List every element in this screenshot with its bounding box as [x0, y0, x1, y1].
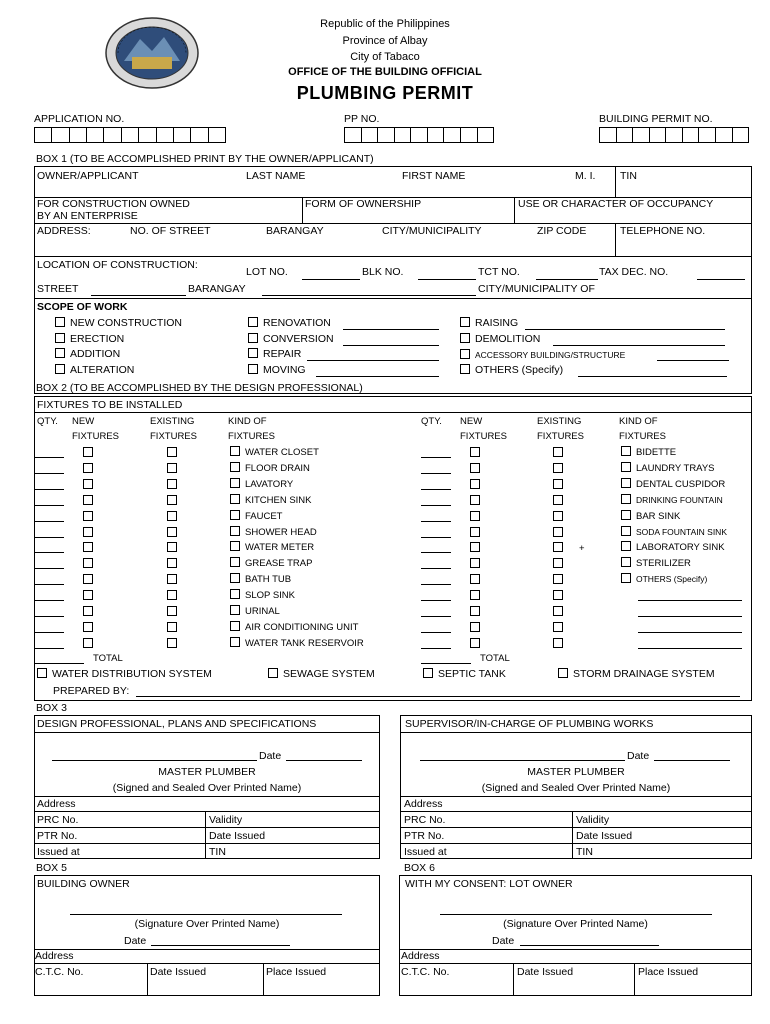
existing-fixture-checkbox[interactable]: [553, 558, 563, 568]
fixture-kind[interactable]: WATER TANK RESERVOIR: [230, 637, 364, 649]
checkbox[interactable]: [460, 333, 470, 343]
fixture-kind[interactable]: FLOOR DRAIN: [230, 462, 310, 474]
new-fixture-checkbox[interactable]: [83, 574, 93, 584]
design-professional-head: DESIGN PROFESSIONAL, PLANS AND SPECIFICATIONS: [37, 718, 317, 730]
form-ownership-label[interactable]: FORM OF OWNERSHIP: [305, 198, 422, 210]
checkbox[interactable]: [460, 364, 470, 374]
fixture-kind[interactable]: BIDETTE: [621, 446, 676, 458]
qty-header-right: QTY.: [421, 416, 442, 427]
others-specify-field[interactable]: [638, 648, 742, 649]
checkbox[interactable]: [621, 557, 631, 567]
right-prc-label[interactable]: PRC No.: [404, 814, 446, 826]
checkbox[interactable]: [230, 526, 240, 536]
barangay-field[interactable]: [262, 295, 476, 296]
owner-address-label[interactable]: Address: [35, 950, 74, 962]
new-fixture-checkbox[interactable]: [470, 590, 480, 600]
prepared-by-label: PREPARED BY:: [53, 685, 130, 697]
lot-owner-date-issued-label[interactable]: Date Issued: [517, 966, 574, 978]
building-permit-no-label: BUILDING PERMIT NO.: [599, 113, 713, 125]
existing-fixture-checkbox[interactable]: [167, 495, 177, 505]
checkbox[interactable]: [230, 589, 240, 599]
qty-field[interactable]: [34, 616, 64, 617]
total-right-field[interactable]: [421, 663, 471, 664]
existing-fixture-checkbox[interactable]: [553, 622, 563, 632]
fixture-kind[interactable]: DRINKING FOUNTAIN: [621, 494, 723, 505]
owner-label: OWNER/APPLICANT: [37, 170, 139, 182]
prepared-by-field[interactable]: [136, 696, 740, 697]
qty-field[interactable]: [34, 632, 64, 633]
pp-no-label: PP NO.: [344, 113, 380, 125]
new-fixture-checkbox[interactable]: [470, 606, 480, 616]
fixture-kind[interactable]: SLOP SINK: [230, 589, 295, 601]
fixture-kind[interactable]: LAVATORY: [230, 478, 293, 490]
header-line-2: Province of Albay: [342, 35, 428, 47]
checkbox[interactable]: [558, 668, 568, 678]
address-label: ADDRESS:: [37, 225, 91, 237]
existing-fixture-checkbox[interactable]: [553, 590, 563, 600]
qty-field[interactable]: [34, 568, 64, 569]
lot-owner-date-label: Date: [492, 935, 515, 947]
left-ptr-label[interactable]: PTR No.: [37, 830, 78, 842]
lot-owner-ctc-label[interactable]: C.T.C. No.: [401, 966, 450, 978]
qty-field[interactable]: [34, 521, 64, 522]
checkbox[interactable]: [230, 494, 240, 504]
building-permit-no-field[interactable]: [599, 127, 749, 143]
new-fixture-checkbox[interactable]: [83, 479, 93, 489]
existing-fixture-checkbox[interactable]: [553, 511, 563, 521]
checkbox[interactable]: [37, 668, 47, 678]
new-fixture-checkbox[interactable]: [83, 463, 93, 473]
checkbox[interactable]: [230, 637, 240, 647]
qty-field[interactable]: [34, 457, 64, 458]
checkbox[interactable]: [230, 478, 240, 488]
scope-moving[interactable]: MOVING: [248, 364, 306, 376]
right-signature-field[interactable]: [420, 760, 625, 761]
first-name-label[interactable]: FIRST NAME: [402, 170, 466, 182]
new-fixture-checkbox[interactable]: [83, 511, 93, 521]
box1-title: BOX 1 (TO BE ACCOMPLISHED PRINT BY THE OWNER/APPLICANT): [36, 153, 374, 165]
tin-label[interactable]: TIN: [620, 170, 637, 182]
left-date-label: Date: [259, 750, 282, 762]
right-date-issued-label[interactable]: Date Issued: [576, 830, 633, 842]
right-validity-label[interactable]: Validity: [576, 814, 610, 826]
left-prc-label[interactable]: PRC No.: [37, 814, 79, 826]
others-specify-field[interactable]: [638, 616, 742, 617]
qty-field[interactable]: [421, 584, 451, 585]
right-tin-label[interactable]: TIN: [576, 846, 593, 858]
enterprise-label: FOR CONSTRUCTION OWNED: [37, 198, 190, 210]
page-title: PLUMBING PERMIT: [296, 83, 474, 103]
new-fixture-checkbox[interactable]: [470, 638, 480, 648]
checkbox[interactable]: [55, 348, 65, 358]
new-fixture-checkbox[interactable]: [470, 447, 480, 457]
left-date-field[interactable]: [286, 760, 362, 761]
scope-new-construction[interactable]: NEW CONSTRUCTION: [55, 317, 182, 329]
checkbox[interactable]: [248, 317, 258, 327]
box6: [399, 875, 752, 996]
existing-fixture-checkbox[interactable]: [553, 447, 563, 457]
checkbox[interactable]: [230, 446, 240, 456]
left-issued-at-label[interactable]: Issued at: [37, 846, 80, 858]
checkbox[interactable]: [55, 364, 65, 374]
total-left-field[interactable]: [34, 663, 84, 664]
last-name-label[interactable]: LAST NAME: [246, 170, 306, 182]
street-label: STREET: [37, 283, 79, 295]
box5-title: BOX 5: [36, 862, 67, 874]
qty-field[interactable]: [421, 600, 451, 601]
checkbox[interactable]: [621, 573, 631, 583]
location-label: LOCATION OF CONSTRUCTION:: [37, 259, 198, 271]
fixture-kind[interactable]: FAUCET: [230, 510, 282, 522]
plus-mark: +: [579, 543, 585, 554]
system-septic-tank[interactable]: SEPTIC TANK: [423, 668, 506, 680]
scope-others[interactable]: OTHERS (Specify): [460, 364, 563, 376]
city-label[interactable]: CITY/MUNICIPALITY: [382, 225, 482, 237]
fixture-kind[interactable]: LAUNDRY TRAYS: [621, 462, 715, 474]
owner-ctc-label[interactable]: C.T.C. No.: [35, 966, 84, 978]
new-fixture-checkbox[interactable]: [83, 447, 93, 457]
existing-fixture-checkbox[interactable]: [167, 558, 177, 568]
left-validity-label[interactable]: Validity: [209, 814, 243, 826]
new-fixture-checkbox[interactable]: [83, 622, 93, 632]
right-address-label[interactable]: Address: [404, 798, 443, 810]
tax-dec-field[interactable]: [697, 279, 745, 280]
existing-fixtures-header-right: FIXTURES: [537, 431, 584, 442]
qty-field[interactable]: [34, 489, 64, 490]
others-specify-field[interactable]: [638, 632, 742, 633]
checkbox[interactable]: [248, 364, 258, 374]
fixture-kind[interactable]: WATER METER: [230, 541, 314, 553]
left-tin-label[interactable]: TIN: [209, 846, 226, 858]
telephone-label[interactable]: TELEPHONE NO.: [620, 225, 706, 237]
existing-header-left: EXISTING: [150, 416, 195, 427]
new-fixture-checkbox[interactable]: [470, 542, 480, 552]
new-fixture-checkbox[interactable]: [470, 622, 480, 632]
qty-field[interactable]: [421, 616, 451, 617]
checkbox[interactable]: [423, 668, 433, 678]
qty-field[interactable]: [34, 552, 64, 553]
qty-field[interactable]: [34, 584, 64, 585]
qty-header-left: QTY.: [37, 416, 58, 427]
fixture-kind[interactable]: BATH TUB: [230, 573, 291, 585]
scope-demolition[interactable]: DEMOLITION: [460, 333, 540, 345]
existing-fixture-checkbox[interactable]: [553, 542, 563, 552]
box6-title: BOX 6: [404, 862, 435, 874]
office-title: OFFICE OF THE BUILDING OFFICIAL: [288, 66, 482, 78]
qty-field[interactable]: [421, 552, 451, 553]
existing-fixtures-header-left: FIXTURES: [150, 431, 197, 442]
total-left-label: TOTAL: [93, 653, 123, 664]
qty-field[interactable]: [421, 632, 451, 633]
pp-no-field[interactable]: [344, 127, 494, 143]
application-no-field[interactable]: [34, 127, 226, 143]
existing-fixture-checkbox[interactable]: [167, 447, 177, 457]
header-line-1: Republic of the Philippines: [320, 18, 450, 30]
scope-repair[interactable]: REPAIR: [248, 348, 301, 360]
checkbox[interactable]: [621, 462, 631, 472]
scope-title: SCOPE OF WORK: [37, 301, 128, 313]
tct-no-field[interactable]: [536, 279, 598, 280]
existing-fixture-checkbox[interactable]: [167, 511, 177, 521]
new-fixture-checkbox[interactable]: [470, 574, 480, 584]
existing-fixture-checkbox[interactable]: [167, 622, 177, 632]
new-fixture-checkbox[interactable]: [470, 463, 480, 473]
new-fixture-checkbox[interactable]: [470, 527, 480, 537]
total-right-label: TOTAL: [480, 653, 510, 664]
new-fixture-checkbox[interactable]: [83, 590, 93, 600]
existing-fixture-checkbox[interactable]: [167, 574, 177, 584]
right-date-label: Date: [627, 750, 650, 762]
lot-owner-signature-field[interactable]: [440, 914, 712, 915]
tax-dec-label: TAX DEC. NO.: [599, 266, 669, 278]
right-ptr-label[interactable]: PTR No.: [404, 830, 445, 842]
checkbox[interactable]: [230, 557, 240, 567]
kind-header-right: KIND OF: [619, 416, 658, 427]
existing-fixture-checkbox[interactable]: [553, 606, 563, 616]
system-sewage[interactable]: SEWAGE SYSTEM: [268, 668, 375, 680]
new-fixture-checkbox[interactable]: [470, 511, 480, 521]
system-water-distribution[interactable]: WATER DISTRIBUTION SYSTEM: [37, 668, 212, 680]
qty-field[interactable]: [421, 489, 451, 490]
fixture-kind[interactable]: WATER CLOSET: [230, 446, 319, 458]
right-master-plumber: MASTER PLUMBER: [527, 766, 625, 778]
box2-title: BOX 2 (TO BE ACCOMPLISHED BY THE DESIGN PROFESSIONAL): [36, 382, 363, 394]
existing-fixture-checkbox[interactable]: [553, 527, 563, 537]
checkbox[interactable]: [230, 510, 240, 520]
qty-field[interactable]: [421, 521, 451, 522]
checkbox[interactable]: [621, 478, 631, 488]
qty-field[interactable]: [34, 648, 64, 649]
qty-field[interactable]: [421, 505, 451, 506]
checkbox[interactable]: [230, 541, 240, 551]
application-no-label: APPLICATION NO.: [34, 113, 125, 125]
existing-fixture-checkbox[interactable]: [167, 590, 177, 600]
qty-field[interactable]: [34, 537, 64, 538]
checkbox[interactable]: [248, 333, 258, 343]
scope-renovation[interactable]: RENOVATION: [248, 317, 331, 329]
new-fixture-checkbox[interactable]: [83, 527, 93, 537]
fixture-kind[interactable]: SHOWER HEAD: [230, 526, 317, 538]
city-seal: [104, 17, 200, 89]
qty-field[interactable]: [34, 505, 64, 506]
checkbox[interactable]: [268, 668, 278, 678]
lot-owner-address-label[interactable]: Address: [401, 950, 440, 962]
fixture-kind[interactable]: SODA FOUNTAIN SINK: [621, 526, 727, 537]
lot-no-field[interactable]: [302, 279, 360, 280]
existing-header-right: EXISTING: [537, 416, 582, 427]
new-fixture-checkbox[interactable]: [470, 558, 480, 568]
existing-fixture-checkbox[interactable]: [553, 463, 563, 473]
existing-fixture-checkbox[interactable]: [167, 638, 177, 648]
fixture-kind[interactable]: GREASE TRAP: [230, 557, 312, 569]
new-fixture-checkbox[interactable]: [470, 479, 480, 489]
tct-no-label: TCT NO.: [478, 266, 520, 278]
lot-owner-head: WITH MY CONSENT: LOT OWNER: [405, 878, 573, 890]
box3-title: BOX 3: [36, 702, 67, 714]
new-fixture-checkbox[interactable]: [83, 606, 93, 616]
fixture-kind[interactable]: LABORATORY SINK: [621, 541, 725, 553]
existing-fixture-checkbox[interactable]: [553, 495, 563, 505]
owner-date-label: Date: [124, 935, 147, 947]
existing-fixture-checkbox[interactable]: [167, 542, 177, 552]
blk-no-field[interactable]: [418, 279, 476, 280]
qty-field[interactable]: [34, 600, 64, 601]
checkbox[interactable]: [230, 621, 240, 631]
new-fixtures-header-left: FIXTURES: [72, 431, 119, 442]
checkbox[interactable]: [460, 317, 470, 327]
qty-field[interactable]: [421, 537, 451, 538]
qty-field[interactable]: [34, 473, 64, 474]
fixture-kind[interactable]: OTHERS (Specify): [621, 573, 707, 584]
checkbox[interactable]: [621, 526, 631, 536]
barangay-label[interactable]: BARANGAY: [266, 225, 324, 237]
new-fixture-checkbox[interactable]: [83, 638, 93, 648]
checkbox[interactable]: [621, 541, 631, 551]
kind-fixtures-header-right: FIXTURES: [619, 431, 666, 442]
owner-signature-note: (Signature Over Printed Name): [134, 918, 280, 930]
left-signature-field[interactable]: [52, 760, 257, 761]
existing-fixture-checkbox[interactable]: [167, 527, 177, 537]
owner-signature-field[interactable]: [70, 914, 342, 915]
fixture-kind[interactable]: STERILIZER: [621, 557, 691, 569]
existing-fixture-checkbox[interactable]: [553, 574, 563, 584]
right-signed-note: (Signed and Sealed Over Printed Name): [481, 782, 671, 794]
others-specify-field[interactable]: [638, 600, 742, 601]
scope-conversion[interactable]: CONVERSION: [248, 333, 334, 345]
building-owner-head: BUILDING OWNER: [37, 878, 130, 890]
barangay2-label: BARANGAY: [188, 283, 246, 295]
lot-no-label: LOT NO.: [246, 266, 288, 278]
scope-addition[interactable]: ADDITION: [55, 348, 120, 360]
fixture-kind[interactable]: BAR SINK: [621, 510, 680, 522]
left-signed-note: (Signed and Sealed Over Printed Name): [112, 782, 302, 794]
left-master-plumber: MASTER PLUMBER: [158, 766, 256, 778]
scope-alteration[interactable]: ALTERATION: [55, 364, 134, 376]
fixtures-title: FIXTURES TO BE INSTALLED: [37, 399, 183, 411]
fixture-kind[interactable]: DENTAL CUSPIDOR: [621, 478, 725, 490]
left-address-label[interactable]: Address: [37, 798, 76, 810]
scope-erection[interactable]: ERECTION: [55, 333, 124, 345]
checkbox[interactable]: [230, 573, 240, 583]
enterprise-label-2: BY AN ENTERPRISE: [37, 210, 138, 222]
right-date-field[interactable]: [654, 760, 730, 761]
system-storm-drainage[interactable]: STORM DRAINAGE SYSTEM: [558, 668, 715, 680]
mi-label[interactable]: M. I.: [575, 170, 596, 182]
checkbox[interactable]: [55, 333, 65, 343]
fixture-kind[interactable]: URINAL: [230, 605, 280, 617]
existing-fixture-checkbox[interactable]: [553, 479, 563, 489]
checkbox[interactable]: [621, 494, 631, 504]
qty-field[interactable]: [421, 648, 451, 649]
city-of-label: CITY/MUNICIPALITY OF: [478, 283, 595, 295]
qty-field[interactable]: [421, 457, 451, 458]
checkbox[interactable]: [55, 317, 65, 327]
checkbox[interactable]: [621, 446, 631, 456]
fixture-kind[interactable]: KITCHEN SINK: [230, 494, 312, 506]
header-line-3: City of Tabaco: [350, 51, 420, 63]
existing-fixture-checkbox[interactable]: [167, 463, 177, 473]
owner-date-issued-label[interactable]: Date Issued: [150, 966, 207, 978]
checkbox[interactable]: [248, 348, 258, 358]
owner-date-field[interactable]: [151, 945, 290, 946]
scope-raising[interactable]: RAISING: [460, 317, 518, 329]
new-fixture-checkbox[interactable]: [83, 558, 93, 568]
qty-field[interactable]: [421, 568, 451, 569]
lot-owner-date-field[interactable]: [520, 945, 659, 946]
street-field[interactable]: [91, 295, 186, 296]
blk-no-label: BLK NO.: [362, 266, 404, 278]
lot-owner-place-issued-label[interactable]: Place Issued: [638, 966, 699, 978]
new-header-left: NEW: [72, 416, 95, 427]
lot-owner-signature-note: (Signature Over Printed Name): [503, 918, 648, 930]
checkbox[interactable]: [230, 605, 240, 615]
qty-field[interactable]: [421, 473, 451, 474]
checkbox[interactable]: [230, 462, 240, 472]
new-header-right: NEW: [460, 416, 483, 427]
checkbox[interactable]: [460, 349, 470, 359]
checkbox[interactable]: [621, 510, 631, 520]
scope-accessory[interactable]: ACCESSORY BUILDING/STRUCTURE: [460, 349, 625, 360]
new-fixture-checkbox[interactable]: [83, 495, 93, 505]
left-date-issued-label[interactable]: Date Issued: [209, 830, 266, 842]
supervisor-head: SUPERVISOR/IN-CHARGE OF PLUMBING WORKS: [405, 718, 654, 730]
new-fixture-checkbox[interactable]: [83, 542, 93, 552]
right-issued-at-label[interactable]: Issued at: [404, 846, 447, 858]
street-no-label[interactable]: NO. OF STREET: [130, 225, 211, 237]
zip-label[interactable]: ZIP CODE: [537, 225, 587, 237]
kind-header-left: KIND OF: [228, 416, 267, 427]
use-occupancy-label[interactable]: USE OR CHARACTER OF OCCUPANCY: [518, 198, 714, 210]
new-fixtures-header-right: FIXTURES: [460, 431, 507, 442]
kind-fixtures-header-left: FIXTURES: [228, 431, 275, 442]
new-fixture-checkbox[interactable]: [470, 495, 480, 505]
fixture-kind[interactable]: AIR CONDITIONING UNIT: [230, 621, 358, 633]
existing-fixture-checkbox[interactable]: [167, 479, 177, 489]
owner-place-issued-label[interactable]: Place Issued: [266, 966, 327, 978]
existing-fixture-checkbox[interactable]: [553, 638, 563, 648]
box5: [34, 875, 380, 996]
existing-fixture-checkbox[interactable]: [167, 606, 177, 616]
